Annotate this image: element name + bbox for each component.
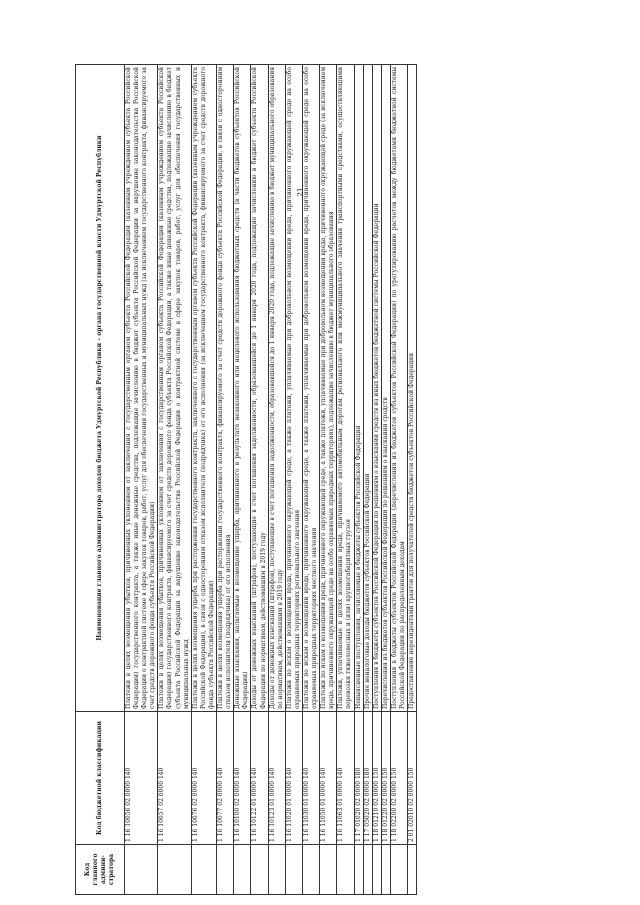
table-row	[337, 65, 354, 895]
code-cell: 1 18 01210 02 0000 150	[372, 712, 381, 845]
name-cell: Прочие неналоговые доходы бюджетов субъектов Российской Федерации	[363, 65, 372, 712]
table-row	[354, 65, 363, 895]
name-cell: Предоставление нерезидентами грантов для получателей средств бюджетов субъектов Российской Федерации	[408, 65, 417, 712]
table-row	[234, 65, 251, 895]
code-cell: 1 16 10123 01 0000 140	[268, 712, 285, 845]
name-cell: Невыясненные поступления, зачисляемые в бюджеты субъектов Российской Федерации	[354, 65, 363, 712]
admin-cell	[191, 845, 216, 895]
admin-cell	[125, 845, 158, 895]
code-cell: 1 16 11050 01 0000 140	[320, 712, 337, 845]
table-row	[191, 65, 216, 895]
code-cell: 1 16 10076 02 0000 140	[191, 712, 216, 845]
header-name: Наименование главного администратора доходов бюджета Удмуртской Республики – органа государственной власти Удмуртской Республики	[76, 65, 125, 712]
admin-cell	[158, 845, 191, 895]
name-cell: Платежи в целях возмещения ущерба при расторжении государственного контракта, финансируемого за счет средств дорожного фонда субъекта Российской Федерации, в связи с односторонним отказом исполнителя (подрядчика) от его исполнения	[217, 65, 234, 712]
admin-cell	[302, 845, 319, 895]
name-cell: Денежные взыскания, налагаемые в возмещение ущерба, причиненного в результате незаконного или нецелевого использования бюджетных средств (в части бюджетов субъектов Российской Федерации)	[234, 65, 251, 712]
admin-cell	[234, 845, 251, 895]
code-cell: 1 17 01020 02 0000 180	[354, 712, 363, 845]
code-cell: 2 01 02010 02 0000 150	[408, 712, 417, 845]
name-cell: Платежи, уплачиваемые в целях возмещения вреда, причиняемого автомобильным дорогам регионального или межмуниципального значения транспортными средствами, осуществляющими перевозки тяжеловесных и (или) крупногабаритных грузов	[337, 65, 354, 712]
table-row	[390, 65, 407, 895]
name-cell: Поступления в бюджеты субъектов Российской Федерации по решениям о взыскании средств из иных бюджетов бюджетной системы Российской Федерации	[372, 65, 381, 712]
code-cell: 1 18 01220 02 0000 150	[381, 712, 390, 845]
code-cell: 1 16 10057 02 0000 140	[158, 712, 191, 845]
code-cell: 1 16 10122 01 0000 140	[251, 712, 268, 845]
admin-cell	[320, 845, 337, 895]
name-cell: Платежи по искам о возмещении вреда, причиненного окружающей среде, а также платежи, уплачиваемые при добровольном возмещении вреда, причиненного окружающей среде на особо охраняемых природных территориях регионального значения	[285, 65, 302, 712]
table-header-row	[76, 65, 125, 895]
document-sheet	[75, 65, 591, 895]
page-number: 21	[296, 187, 305, 197]
name-cell: Платежи в целях возмещения убытков, причиненных уклонением от заключения с государственным органом субъекта Российской Федерации (казенным учреждением субъекта Российской Федерации) государственного контракта, а также иные денежные средства, подлежащие зачислению в бюджет субъекта Российской Федерации за нарушение законодательства Российской Федерации о контрактной системе в сфере закупок товаров, работ, услуг для обеспечения государственных и муниципальных нужд (за исключением государственного контракта, финансируемого за счет средств дорожного фонда субъекта Российской Федерации)	[125, 65, 158, 712]
name-cell: Платежи по искам о возмещении вреда, причиненного окружающей среде, а также платежи, уплачиваемые при добровольном возмещении вреда, причиненного окружающей среде на особо охраняемых природных территориях местного значения	[302, 65, 319, 712]
code-cell: 1 18 02200 02 0000 150	[390, 712, 407, 845]
admin-cell	[390, 845, 407, 895]
table-row	[320, 65, 337, 895]
code-cell: 1 16 10077 02 0000 140	[217, 712, 234, 845]
name-cell: Платежи по искам о возмещении вреда, причиненного окружающей среде, а также платежи, уплачиваемые при добровольном возмещении вреда, причиненного окружающей среде (за исключением вреда, причиненного окружающей среде на особо охраняемых природных территориях), подлежащие зачислению в бюджет муниципального образования	[320, 65, 337, 712]
admin-cell	[285, 845, 302, 895]
code-cell: 1 16 11030 01 0000 140	[302, 712, 319, 845]
admin-cell	[381, 845, 390, 895]
admin-cell	[363, 845, 372, 895]
table-row	[285, 65, 302, 895]
code-cell: 1 17 05020 02 0000 180	[363, 712, 372, 845]
name-cell: Перечисления из бюджетов субъектов Российской Федерации по решениям о взыскании средств	[381, 65, 390, 712]
admin-cell	[354, 845, 363, 895]
table-row	[158, 65, 191, 895]
name-cell: Доходы от денежных взысканий (штрафов), поступающие в счет погашения задолженности, образовавшейся до 1 января 2020 года, подлежащие зачислению в бюджет муниципального образования по нормативам, действовавшим в 2019 году	[268, 65, 285, 712]
admin-cell	[372, 845, 381, 895]
code-cell: 1 16 11063 01 0000 140	[337, 712, 354, 845]
name-cell: Поступления в бюджеты субъектов Российской Федерации (перечисления из бюджетов субъектов Российской Федерации) по урегулированию расчетов между бюджетами бюджетной системы Российской Федерации по распределенным доходам	[390, 65, 407, 712]
table-row	[363, 65, 372, 895]
code-cell: 1 16 10100 02 0000 140	[234, 712, 251, 845]
admin-cell	[217, 845, 234, 895]
table-row	[217, 65, 234, 895]
revenue-admin-table	[75, 64, 417, 895]
table-row	[408, 65, 417, 895]
table-row	[268, 65, 285, 895]
admin-cell	[251, 845, 268, 895]
header-admin-code: Код главного админи-стратора	[76, 845, 125, 895]
table-row	[372, 65, 381, 895]
name-cell: Платежи в целях возмещения убытков, причиненных уклонением от заключения с государственным органом субъекта Российской Федерации (казенным учреждением субъекта Российской Федерации) государственного контракта, финансируемого за счет средств дорожного фонда субъекта Российской Федерации, а также иные денежные средства, подлежащие зачислению в бюджет субъекта Российской Федерации за нарушение законодательства Российской Федерации о контрактной системе в сфере закупок товаров, работ, услуг для обеспечения государственных и муниципальных нужд	[158, 65, 191, 712]
code-cell: 1 16 11020 01 0000 140	[285, 712, 302, 845]
name-cell: Платежи в целях возмещения ущерба при расторжении государственного контракта, заключенного с государственным органом субъекта Российской Федерации (казенным учреждением субъекта Российской Федерации), в связи с односторонним отказом исполнителя (подрядчика) от его исполнения (за исключением государственного контракта, финансируемого за счет средств дорожного фонда субъекта Российской Федерации)	[191, 65, 216, 712]
admin-cell	[337, 845, 354, 895]
table-row	[302, 65, 319, 895]
admin-cell	[408, 845, 417, 895]
table-row	[125, 65, 158, 895]
code-cell: 1 16 10056 02 0000 140	[125, 712, 158, 845]
header-classification-code: Код бюджетной классификации	[76, 712, 125, 845]
admin-cell	[268, 845, 285, 895]
name-cell: Доходы от денежных взысканий (штрафов), поступающие в счет погашения задолженности, образовавшейся до 1 января 2020 года, подлежащие зачислению в бюджет субъекта Российской Федерации по нормативам, действовавшим в 2019 году	[251, 65, 268, 712]
table-row	[381, 65, 390, 895]
table-row	[251, 65, 268, 895]
